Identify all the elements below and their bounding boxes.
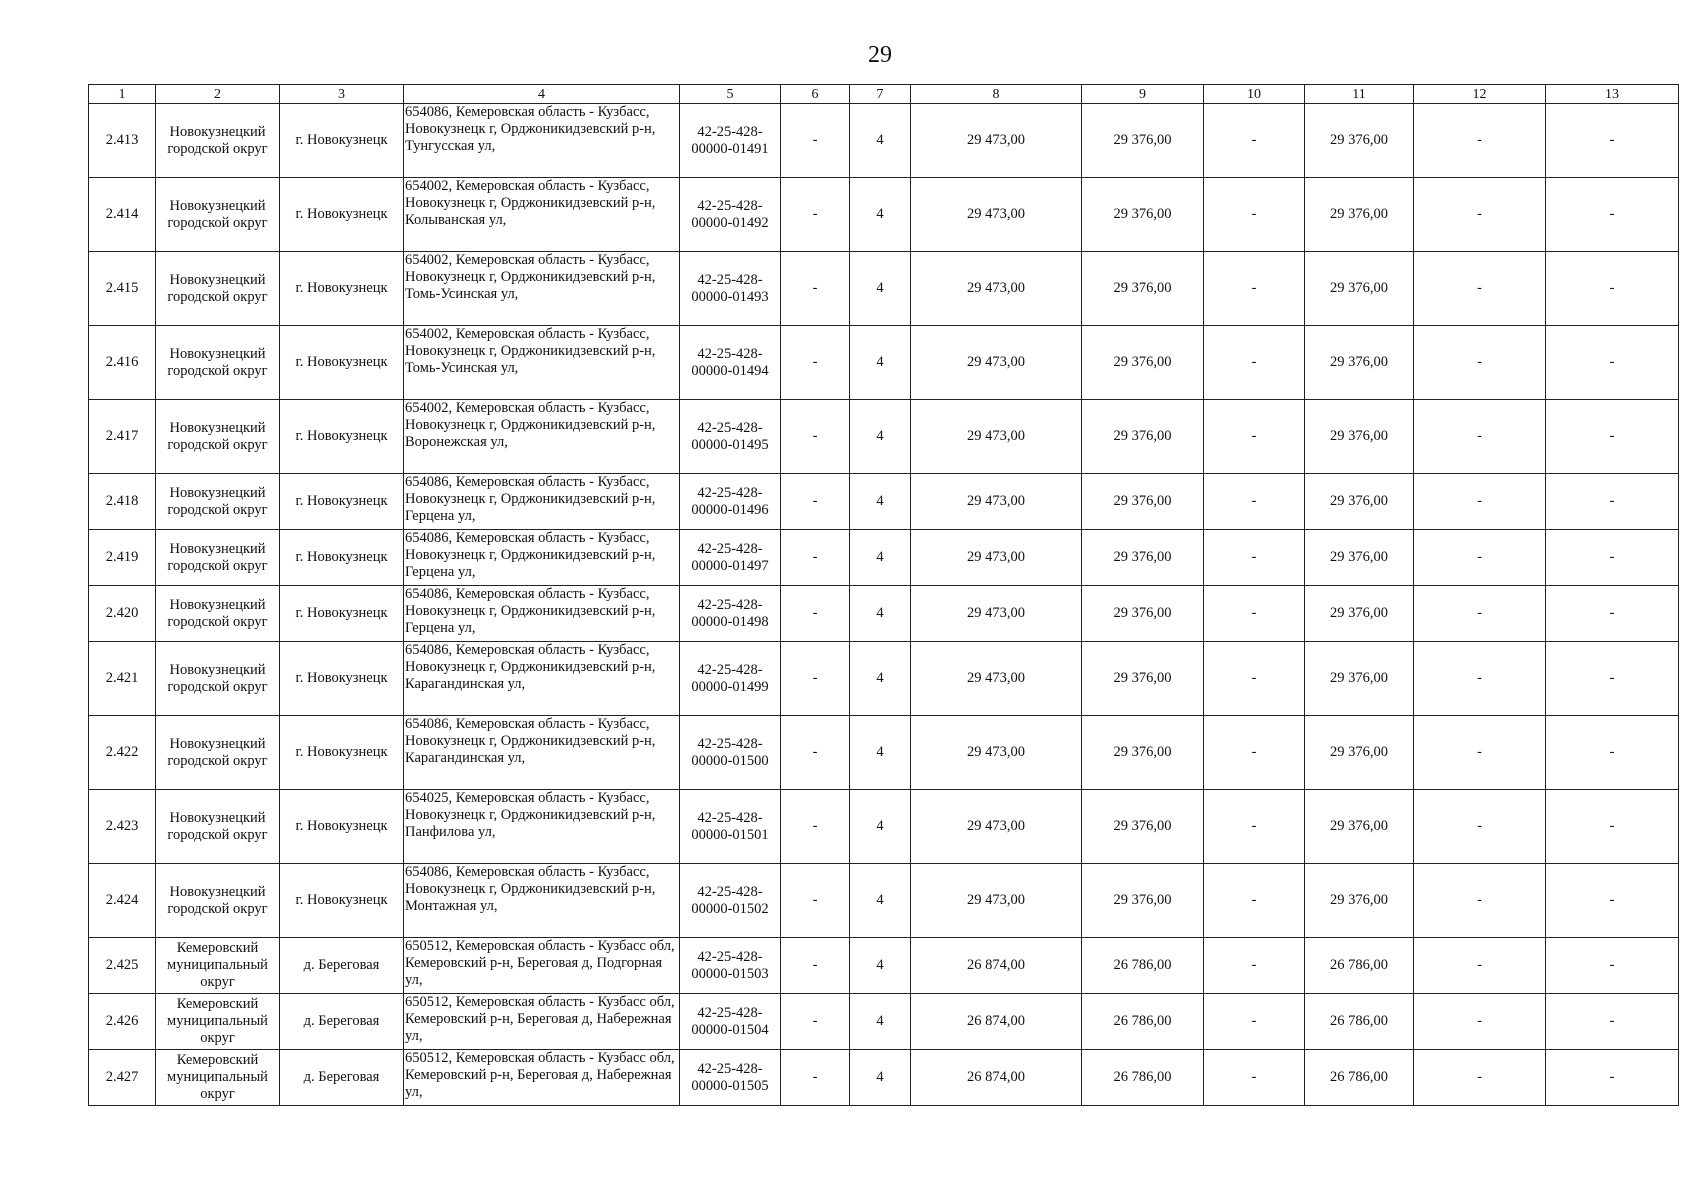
col11-value-cell: 26 786,00	[1305, 1050, 1414, 1106]
col10-cell: -	[1204, 1050, 1305, 1106]
settlement-cell: г. Новокузнецк	[280, 400, 404, 474]
object-id-cell: 42-25-428-00000-01502	[680, 864, 781, 938]
col10-cell: -	[1204, 642, 1305, 716]
col6-cell: -	[781, 864, 850, 938]
col7-cell: 4	[850, 716, 911, 790]
table-row	[89, 586, 1679, 642]
object-id-cell: 42-25-428-00000-01500	[680, 716, 781, 790]
col11-value-cell: 29 376,00	[1305, 326, 1414, 400]
table-row	[89, 938, 1679, 994]
table-row	[89, 326, 1679, 400]
col11-value-cell: 29 376,00	[1305, 864, 1414, 938]
col8-value-cell: 29 473,00	[911, 530, 1082, 586]
col6-cell: -	[781, 178, 850, 252]
col9-value-cell: 29 376,00	[1082, 642, 1204, 716]
object-id-cell: 42-25-428-00000-01496	[680, 474, 781, 530]
col6-cell: -	[781, 400, 850, 474]
address-cell: 654086, Кемеровская область - Кузбасс, Новокузнецк г, Орджоникидзевский р-н, Карагандинская ул,	[404, 716, 680, 790]
col13-cell: -	[1546, 864, 1679, 938]
col9-value-cell: 29 376,00	[1082, 530, 1204, 586]
column-header: 6	[781, 85, 850, 104]
object-id-cell: 42-25-428-00000-01503	[680, 938, 781, 994]
object-id-cell: 42-25-428-00000-01491	[680, 104, 781, 178]
table-row	[89, 104, 1679, 178]
municipality-cell: Новокузнецкий городской округ	[156, 790, 280, 864]
row-number-cell: 2.419	[89, 530, 156, 586]
object-id-cell: 42-25-428-00000-01493	[680, 252, 781, 326]
municipality-cell: Новокузнецкий городской округ	[156, 178, 280, 252]
col11-value-cell: 29 376,00	[1305, 586, 1414, 642]
table-row	[89, 642, 1679, 716]
col10-cell: -	[1204, 790, 1305, 864]
col13-cell: -	[1546, 586, 1679, 642]
address-cell: 654086, Кемеровская область - Кузбасс, Новокузнецк г, Орджоникидзевский р-н, Герцена ул,	[404, 474, 680, 530]
address-cell: 654025, Кемеровская область - Кузбасс, Новокузнецк г, Орджоникидзевский р-н, Панфилова ул,	[404, 790, 680, 864]
col12-cell: -	[1414, 642, 1546, 716]
col13-cell: -	[1546, 252, 1679, 326]
col13-cell: -	[1546, 994, 1679, 1050]
col12-cell: -	[1414, 400, 1546, 474]
col12-cell: -	[1414, 326, 1546, 400]
col8-value-cell: 29 473,00	[911, 474, 1082, 530]
column-header: 7	[850, 85, 911, 104]
table-row	[89, 716, 1679, 790]
col12-cell: -	[1414, 938, 1546, 994]
col11-value-cell: 29 376,00	[1305, 716, 1414, 790]
col7-cell: 4	[850, 994, 911, 1050]
municipality-cell: Новокузнецкий городской округ	[156, 864, 280, 938]
col6-cell: -	[781, 1050, 850, 1106]
col6-cell: -	[781, 252, 850, 326]
col8-value-cell: 26 874,00	[911, 938, 1082, 994]
row-number-cell: 2.423	[89, 790, 156, 864]
col12-cell: -	[1414, 474, 1546, 530]
col13-cell: -	[1546, 530, 1679, 586]
row-number-cell: 2.425	[89, 938, 156, 994]
col6-cell: -	[781, 326, 850, 400]
table-body	[89, 104, 1679, 1106]
settlement-cell: г. Новокузнецк	[280, 252, 404, 326]
col9-value-cell: 29 376,00	[1082, 716, 1204, 790]
row-number-cell: 2.414	[89, 178, 156, 252]
object-id-cell: 42-25-428-00000-01498	[680, 586, 781, 642]
col7-cell: 4	[850, 938, 911, 994]
settlement-cell: г. Новокузнецк	[280, 104, 404, 178]
col11-value-cell: 29 376,00	[1305, 790, 1414, 864]
col7-cell: 4	[850, 530, 911, 586]
col13-cell: -	[1546, 326, 1679, 400]
col9-value-cell: 26 786,00	[1082, 994, 1204, 1050]
col10-cell: -	[1204, 104, 1305, 178]
col8-value-cell: 29 473,00	[911, 326, 1082, 400]
col7-cell: 4	[850, 400, 911, 474]
col6-cell: -	[781, 994, 850, 1050]
municipality-cell: Кемеровский муниципальный округ	[156, 1050, 280, 1106]
col6-cell: -	[781, 586, 850, 642]
row-number-cell: 2.418	[89, 474, 156, 530]
object-id-cell: 42-25-428-00000-01505	[680, 1050, 781, 1106]
column-header: 9	[1082, 85, 1204, 104]
col10-cell: -	[1204, 326, 1305, 400]
address-cell: 654002, Кемеровская область - Кузбасс, Новокузнецк г, Орджоникидзевский р-н, Колыванская ул,	[404, 178, 680, 252]
address-cell: 654086, Кемеровская область - Кузбасс, Новокузнецк г, Орджоникидзевский р-н, Монтажная ул,	[404, 864, 680, 938]
col10-cell: -	[1204, 586, 1305, 642]
col6-cell: -	[781, 104, 850, 178]
col7-cell: 4	[850, 864, 911, 938]
settlement-cell: г. Новокузнецк	[280, 178, 404, 252]
address-cell: 654002, Кемеровская область - Кузбасс, Новокузнецк г, Орджоникидзевский р-н, Томь-Усинская ул,	[404, 326, 680, 400]
municipality-cell: Новокузнецкий городской округ	[156, 326, 280, 400]
row-number-cell: 2.413	[89, 104, 156, 178]
column-header: 4	[404, 85, 680, 104]
table-row	[89, 790, 1679, 864]
object-id-cell: 42-25-428-00000-01504	[680, 994, 781, 1050]
table-row	[89, 400, 1679, 474]
col9-value-cell: 29 376,00	[1082, 790, 1204, 864]
col10-cell: -	[1204, 864, 1305, 938]
settlement-cell: г. Новокузнецк	[280, 474, 404, 530]
table-row	[89, 252, 1679, 326]
col8-value-cell: 29 473,00	[911, 178, 1082, 252]
col10-cell: -	[1204, 178, 1305, 252]
col9-value-cell: 29 376,00	[1082, 586, 1204, 642]
column-header: 2	[156, 85, 280, 104]
col8-value-cell: 26 874,00	[911, 994, 1082, 1050]
col10-cell: -	[1204, 474, 1305, 530]
col13-cell: -	[1546, 716, 1679, 790]
column-header: 11	[1305, 85, 1414, 104]
municipality-cell: Новокузнецкий городской округ	[156, 104, 280, 178]
address-cell: 654086, Кемеровская область - Кузбасс, Новокузнецк г, Орджоникидзевский р-н, Герцена ул,	[404, 586, 680, 642]
municipality-cell: Кемеровский муниципальный округ	[156, 938, 280, 994]
col8-value-cell: 26 874,00	[911, 1050, 1082, 1106]
object-id-cell: 42-25-428-00000-01495	[680, 400, 781, 474]
col13-cell: -	[1546, 474, 1679, 530]
row-number-cell: 2.420	[89, 586, 156, 642]
object-id-cell: 42-25-428-00000-01497	[680, 530, 781, 586]
col7-cell: 4	[850, 586, 911, 642]
col7-cell: 4	[850, 326, 911, 400]
col6-cell: -	[781, 642, 850, 716]
column-header: 8	[911, 85, 1082, 104]
col11-value-cell: 29 376,00	[1305, 400, 1414, 474]
table-row	[89, 178, 1679, 252]
row-number-cell: 2.422	[89, 716, 156, 790]
settlement-cell: г. Новокузнецк	[280, 716, 404, 790]
table-row	[89, 994, 1679, 1050]
col11-value-cell: 29 376,00	[1305, 530, 1414, 586]
col9-value-cell: 29 376,00	[1082, 178, 1204, 252]
row-number-cell: 2.415	[89, 252, 156, 326]
row-number-cell: 2.416	[89, 326, 156, 400]
col12-cell: -	[1414, 178, 1546, 252]
col10-cell: -	[1204, 530, 1305, 586]
column-header: 13	[1546, 85, 1679, 104]
object-id-cell: 42-25-428-00000-01494	[680, 326, 781, 400]
col7-cell: 4	[850, 104, 911, 178]
settlement-cell: д. Береговая	[280, 994, 404, 1050]
municipality-cell: Новокузнецкий городской округ	[156, 474, 280, 530]
col8-value-cell: 29 473,00	[911, 642, 1082, 716]
col10-cell: -	[1204, 994, 1305, 1050]
col6-cell: -	[781, 716, 850, 790]
row-number-cell: 2.426	[89, 994, 156, 1050]
col10-cell: -	[1204, 400, 1305, 474]
col11-value-cell: 29 376,00	[1305, 178, 1414, 252]
col11-value-cell: 26 786,00	[1305, 994, 1414, 1050]
col8-value-cell: 29 473,00	[911, 586, 1082, 642]
municipality-cell: Новокузнецкий городской округ	[156, 400, 280, 474]
address-cell: 654086, Кемеровская область - Кузбасс, Новокузнецк г, Орджоникидзевский р-н, Герцена ул,	[404, 530, 680, 586]
col9-value-cell: 29 376,00	[1082, 864, 1204, 938]
col8-value-cell: 29 473,00	[911, 252, 1082, 326]
header-row	[89, 85, 1679, 104]
object-id-cell: 42-25-428-00000-01499	[680, 642, 781, 716]
column-header: 3	[280, 85, 404, 104]
table-row	[89, 530, 1679, 586]
col12-cell: -	[1414, 994, 1546, 1050]
col7-cell: 4	[850, 474, 911, 530]
col11-value-cell: 29 376,00	[1305, 252, 1414, 326]
municipality-cell: Новокузнецкий городской округ	[156, 252, 280, 326]
address-cell: 654086, Кемеровская область - Кузбасс, Новокузнецк г, Орджоникидзевский р-н, Карагандинская ул,	[404, 642, 680, 716]
row-number-cell: 2.417	[89, 400, 156, 474]
settlement-cell: г. Новокузнецк	[280, 790, 404, 864]
col13-cell: -	[1546, 790, 1679, 864]
col12-cell: -	[1414, 252, 1546, 326]
col7-cell: 4	[850, 790, 911, 864]
col8-value-cell: 29 473,00	[911, 790, 1082, 864]
col7-cell: 4	[850, 178, 911, 252]
col13-cell: -	[1546, 400, 1679, 474]
municipality-cell: Новокузнецкий городской округ	[156, 642, 280, 716]
settlement-cell: д. Береговая	[280, 938, 404, 994]
table-row	[89, 1050, 1679, 1106]
row-number-cell: 2.427	[89, 1050, 156, 1106]
col11-value-cell: 29 376,00	[1305, 104, 1414, 178]
col9-value-cell: 26 786,00	[1082, 938, 1204, 994]
col9-value-cell: 29 376,00	[1082, 474, 1204, 530]
address-cell: 650512, Кемеровская область - Кузбасс обл, Кемеровский р-н, Береговая д, Набережная ул,	[404, 1050, 680, 1106]
col13-cell: -	[1546, 642, 1679, 716]
address-cell: 654002, Кемеровская область - Кузбасс, Новокузнецк г, Орджоникидзевский р-н, Томь-Усинская ул,	[404, 252, 680, 326]
settlement-cell: г. Новокузнецк	[280, 586, 404, 642]
col11-value-cell: 26 786,00	[1305, 938, 1414, 994]
col13-cell: -	[1546, 104, 1679, 178]
address-cell: 654086, Кемеровская область - Кузбасс, Новокузнецк г, Орджоникидзевский р-н, Тунгусская ул,	[404, 104, 680, 178]
col9-value-cell: 26 786,00	[1082, 1050, 1204, 1106]
object-id-cell: 42-25-428-00000-01492	[680, 178, 781, 252]
address-cell: 650512, Кемеровская область - Кузбасс обл, Кемеровский р-н, Береговая д, Набережная ул,	[404, 994, 680, 1050]
col11-value-cell: 29 376,00	[1305, 474, 1414, 530]
settlement-cell: г. Новокузнецк	[280, 864, 404, 938]
col12-cell: -	[1414, 586, 1546, 642]
col6-cell: -	[781, 474, 850, 530]
registry-table	[88, 84, 1679, 1106]
col13-cell: -	[1546, 938, 1679, 994]
settlement-cell: г. Новокузнецк	[280, 530, 404, 586]
col12-cell: -	[1414, 790, 1546, 864]
settlement-cell: г. Новокузнецк	[280, 642, 404, 716]
col7-cell: 4	[850, 252, 911, 326]
column-header: 12	[1414, 85, 1546, 104]
col10-cell: -	[1204, 252, 1305, 326]
col8-value-cell: 29 473,00	[911, 716, 1082, 790]
col8-value-cell: 29 473,00	[911, 104, 1082, 178]
col10-cell: -	[1204, 938, 1305, 994]
col12-cell: -	[1414, 864, 1546, 938]
col12-cell: -	[1414, 1050, 1546, 1106]
municipality-cell: Новокузнецкий городской округ	[156, 716, 280, 790]
col13-cell: -	[1546, 178, 1679, 252]
col9-value-cell: 29 376,00	[1082, 252, 1204, 326]
table-row	[89, 474, 1679, 530]
column-header: 10	[1204, 85, 1305, 104]
settlement-cell: д. Береговая	[280, 1050, 404, 1106]
column-header: 5	[680, 85, 781, 104]
address-cell: 650512, Кемеровская область - Кузбасс обл, Кемеровский р-н, Береговая д, Подгорная ул,	[404, 938, 680, 994]
col8-value-cell: 29 473,00	[911, 400, 1082, 474]
col6-cell: -	[781, 938, 850, 994]
col9-value-cell: 29 376,00	[1082, 104, 1204, 178]
column-header: 1	[89, 85, 156, 104]
col8-value-cell: 29 473,00	[911, 864, 1082, 938]
col7-cell: 4	[850, 1050, 911, 1106]
col7-cell: 4	[850, 642, 911, 716]
page-number: 29	[868, 42, 892, 68]
municipality-cell: Новокузнецкий городской округ	[156, 586, 280, 642]
row-number-cell: 2.421	[89, 642, 156, 716]
col13-cell: -	[1546, 1050, 1679, 1106]
col6-cell: -	[781, 530, 850, 586]
table-row	[89, 864, 1679, 938]
object-id-cell: 42-25-428-00000-01501	[680, 790, 781, 864]
col12-cell: -	[1414, 530, 1546, 586]
address-cell: 654002, Кемеровская область - Кузбасс, Новокузнецк г, Орджоникидзевский р-н, Воронежская ул,	[404, 400, 680, 474]
col12-cell: -	[1414, 716, 1546, 790]
col11-value-cell: 29 376,00	[1305, 642, 1414, 716]
municipality-cell: Новокузнецкий городской округ	[156, 530, 280, 586]
col9-value-cell: 29 376,00	[1082, 400, 1204, 474]
col12-cell: -	[1414, 104, 1546, 178]
settlement-cell: г. Новокузнецк	[280, 326, 404, 400]
row-number-cell: 2.424	[89, 864, 156, 938]
col6-cell: -	[781, 790, 850, 864]
municipality-cell: Кемеровский муниципальный округ	[156, 994, 280, 1050]
col10-cell: -	[1204, 716, 1305, 790]
col9-value-cell: 29 376,00	[1082, 326, 1204, 400]
